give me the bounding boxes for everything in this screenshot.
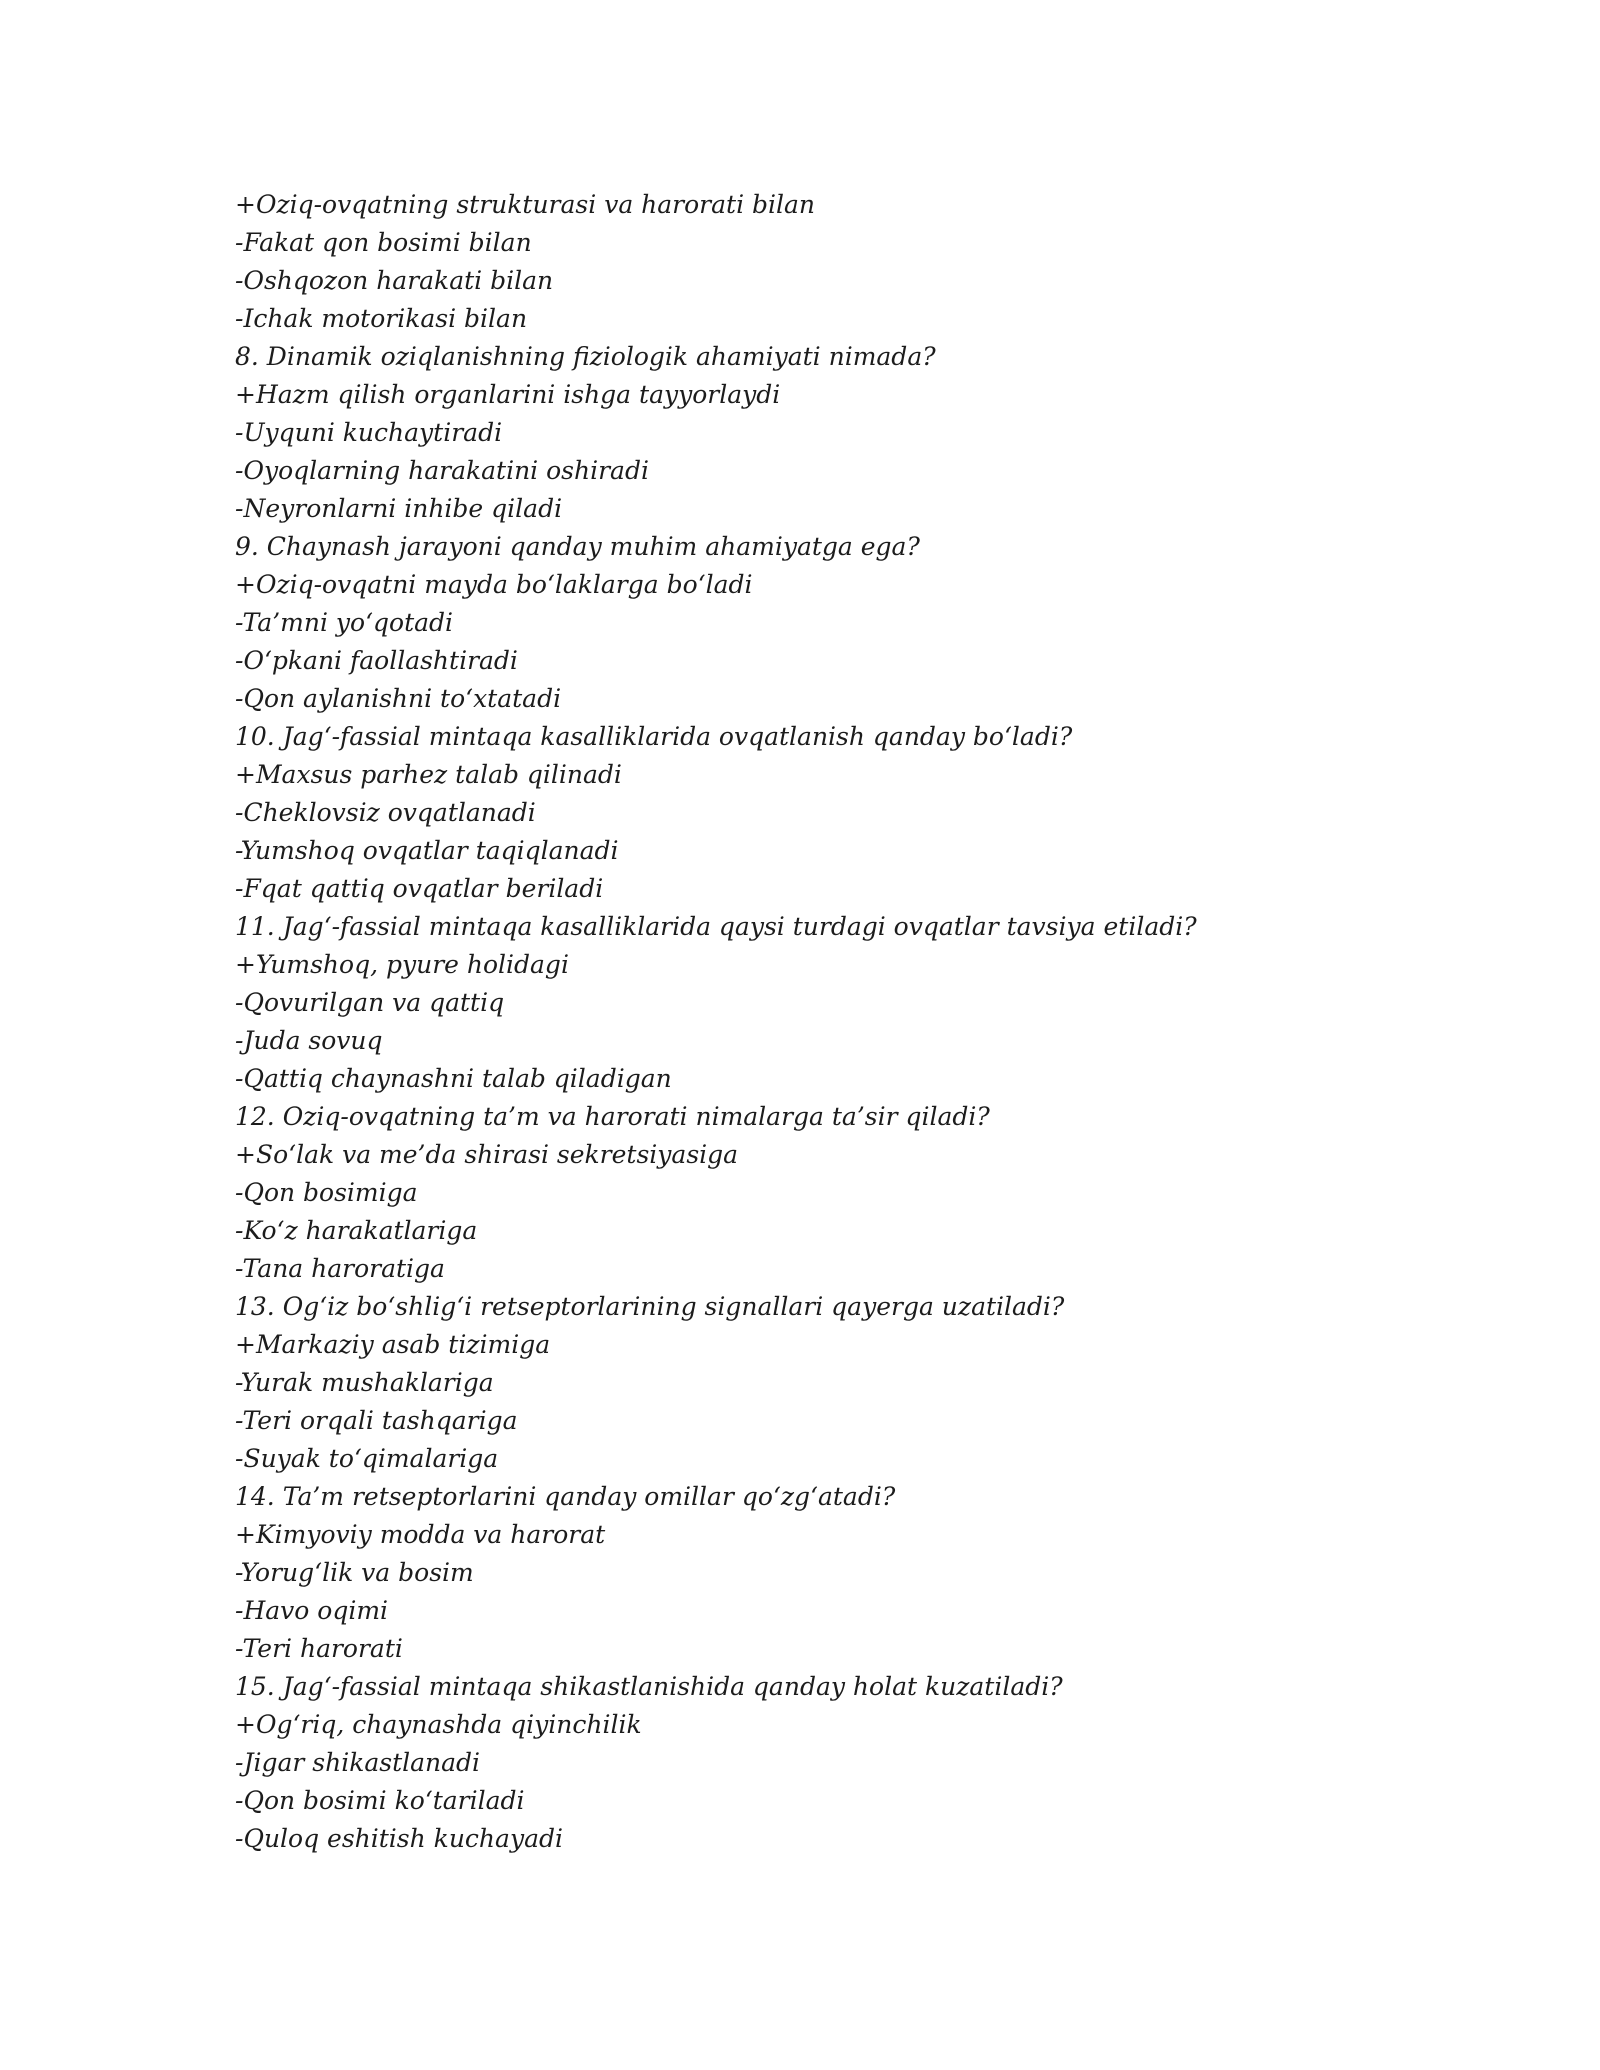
answer-line: -Ko‘z harakatlariga [235,1216,478,1245]
question-line: 14. Ta’m retseptorlarini qanday omillar qo‘zg‘atadi? [235,1482,896,1511]
question-line: 11. Jag‘-fassial mintaqa kasalliklarida qaysi turdagi ovqatlar tavsiya etiladi? [235,912,1197,941]
answer-line: -Juda sovuq [235,1026,383,1055]
answer-line: -Oyoqlarning harakatini oshiradi [235,456,649,485]
answer-line: -Qovurilgan va qattiq [235,988,505,1017]
answer-line: -Suyak to‘qimalariga [235,1444,499,1473]
answer-line: -Yurak mushaklariga [235,1368,494,1397]
answer-line: -Qon bosimi ko‘tariladi [235,1786,525,1815]
answer-line: +Oziq-ovqatni mayda bo‘laklarga bo‘ladi [235,570,753,599]
answer-line: -Fakat qon bosimi bilan [235,228,532,257]
answer-line: -Tana haroratiga [235,1254,445,1283]
question-line: 12. Oziq-ovqatning ta’m va harorati nimalarga ta’sir qiladi? [235,1102,990,1131]
question-line: 10. Jag‘-fassial mintaqa kasalliklarida ovqatlanish qanday bo‘ladi? [235,722,1073,751]
question-line: 8. Dinamik oziqlanishning fiziologik ahamiyati nimada? [235,342,936,371]
answer-line: -Yorug‘lik va bosim [235,1558,474,1587]
answer-line: -Teri orqali tashqariga [235,1406,518,1435]
answer-line: -Fqat qattiq ovqatlar beriladi [235,874,604,903]
question-line: 9. Chaynash jarayoni qanday muhim ahamiyatga ega? [235,532,920,561]
answer-line: -Ichak motorikasi bilan [235,304,528,333]
answer-line: -Qattiq chaynashni talab qiladigan [235,1064,672,1093]
answer-line: -Cheklovsiz ovqatlanadi [235,798,536,827]
answer-line: -Teri harorati [235,1634,403,1663]
answer-line: -Qon aylanishni to‘xtatadi [235,684,562,713]
answer-line: -Neyronlarni inhibe qiladi [235,494,563,523]
answer-line: +Og‘riq, chaynashda qiyinchilik [235,1710,642,1739]
quiz-text-block [235,186,1435,1858]
answer-line: -Qon bosimiga [235,1178,418,1207]
answer-line: +So‘lak va me’da shirasi sekretsiyasiga [235,1140,739,1169]
answer-line: -Quloq eshitish kuchayadi [235,1824,563,1853]
answer-line: +Hazm qilish organlarini ishga tayyorlaydi [235,380,781,409]
answer-line: +Kimyoviy modda va harorat [235,1520,606,1549]
question-line: 13. Og‘iz bo‘shlig‘i retseptorlarining signallari qayerga uzatiladi? [235,1292,1065,1321]
answer-line: +Oziq-ovqatning strukturasi va harorati bilan [235,190,816,219]
answer-line: -Jigar shikastlanadi [235,1748,481,1777]
answer-line: -Oshqozon harakati bilan [235,266,554,295]
question-line: 15. Jag‘-fassial mintaqa shikastlanishida qanday holat kuzatiladi? [235,1672,1063,1701]
answer-line: +Maxsus parhez talab qilinadi [235,760,622,789]
answer-line: -O‘pkani faollashtiradi [235,646,518,675]
answer-line: -Havo oqimi [235,1596,389,1625]
answer-line: +Yumshoq, pyure holidagi [235,950,569,979]
answer-line: -Yumshoq ovqatlar taqiqlanadi [235,836,619,865]
answer-line: -Ta’mni yo‘qotadi [235,608,454,637]
answer-line: +Markaziy asab tizimiga [235,1330,551,1359]
answer-line: -Uyquni kuchaytiradi [235,418,503,447]
